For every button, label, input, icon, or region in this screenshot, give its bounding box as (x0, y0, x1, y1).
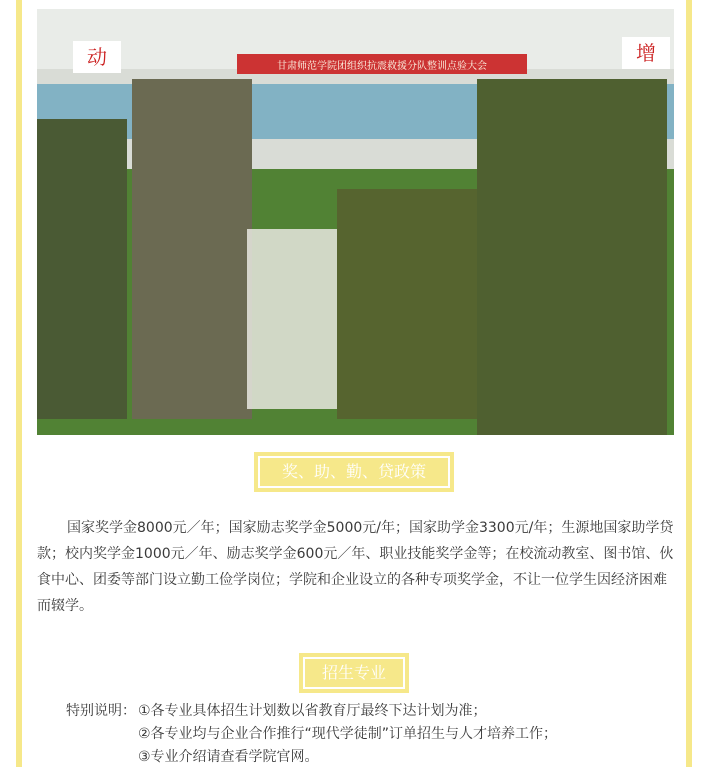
military-training-photo (37, 9, 674, 435)
majors-heading-title: 招生专业 (303, 657, 405, 689)
note-row (66, 723, 666, 746)
notes-label: 特别说明： (66, 703, 136, 719)
left-border (16, 0, 22, 767)
majors-heading (299, 653, 409, 693)
note-item: ①各专业具体招生计划数以省教育厅最终下达计划为准； (138, 703, 487, 719)
policy-heading (254, 452, 454, 492)
note-row (66, 700, 666, 723)
right-border (686, 0, 692, 767)
left-sign-text: 动 (87, 45, 107, 69)
policy-body: 国家奖学金8000元／年；国家励志奖学金5000元/年；国家助学金3300元/年；生源地国家助学贷款；校内奖学金1000元／年、励志奖学金600元／年、职业技能奖学金等；在校流动教室、图书馆、伙食中心、团委等部门设立勤工俭学岗位；学院和企业设立的各种专项奖学金，不让一位学生因经济困难而辍学。 (37, 520, 674, 614)
note-item: ③专业介绍请查看学院官网。 (138, 749, 319, 765)
note-row (66, 746, 666, 769)
banner-text: 甘肃师范学院团组织抗震救援分队整训点验大会 (277, 61, 487, 72)
right-sign-text: 增 (636, 41, 656, 65)
policy-heading-title: 奖、助、勤、贷政策 (258, 456, 450, 488)
note-item: ②各专业均与企业合作推行“现代学徒制”订单招生与人才培养工作； (138, 726, 558, 742)
special-notes (66, 700, 666, 769)
